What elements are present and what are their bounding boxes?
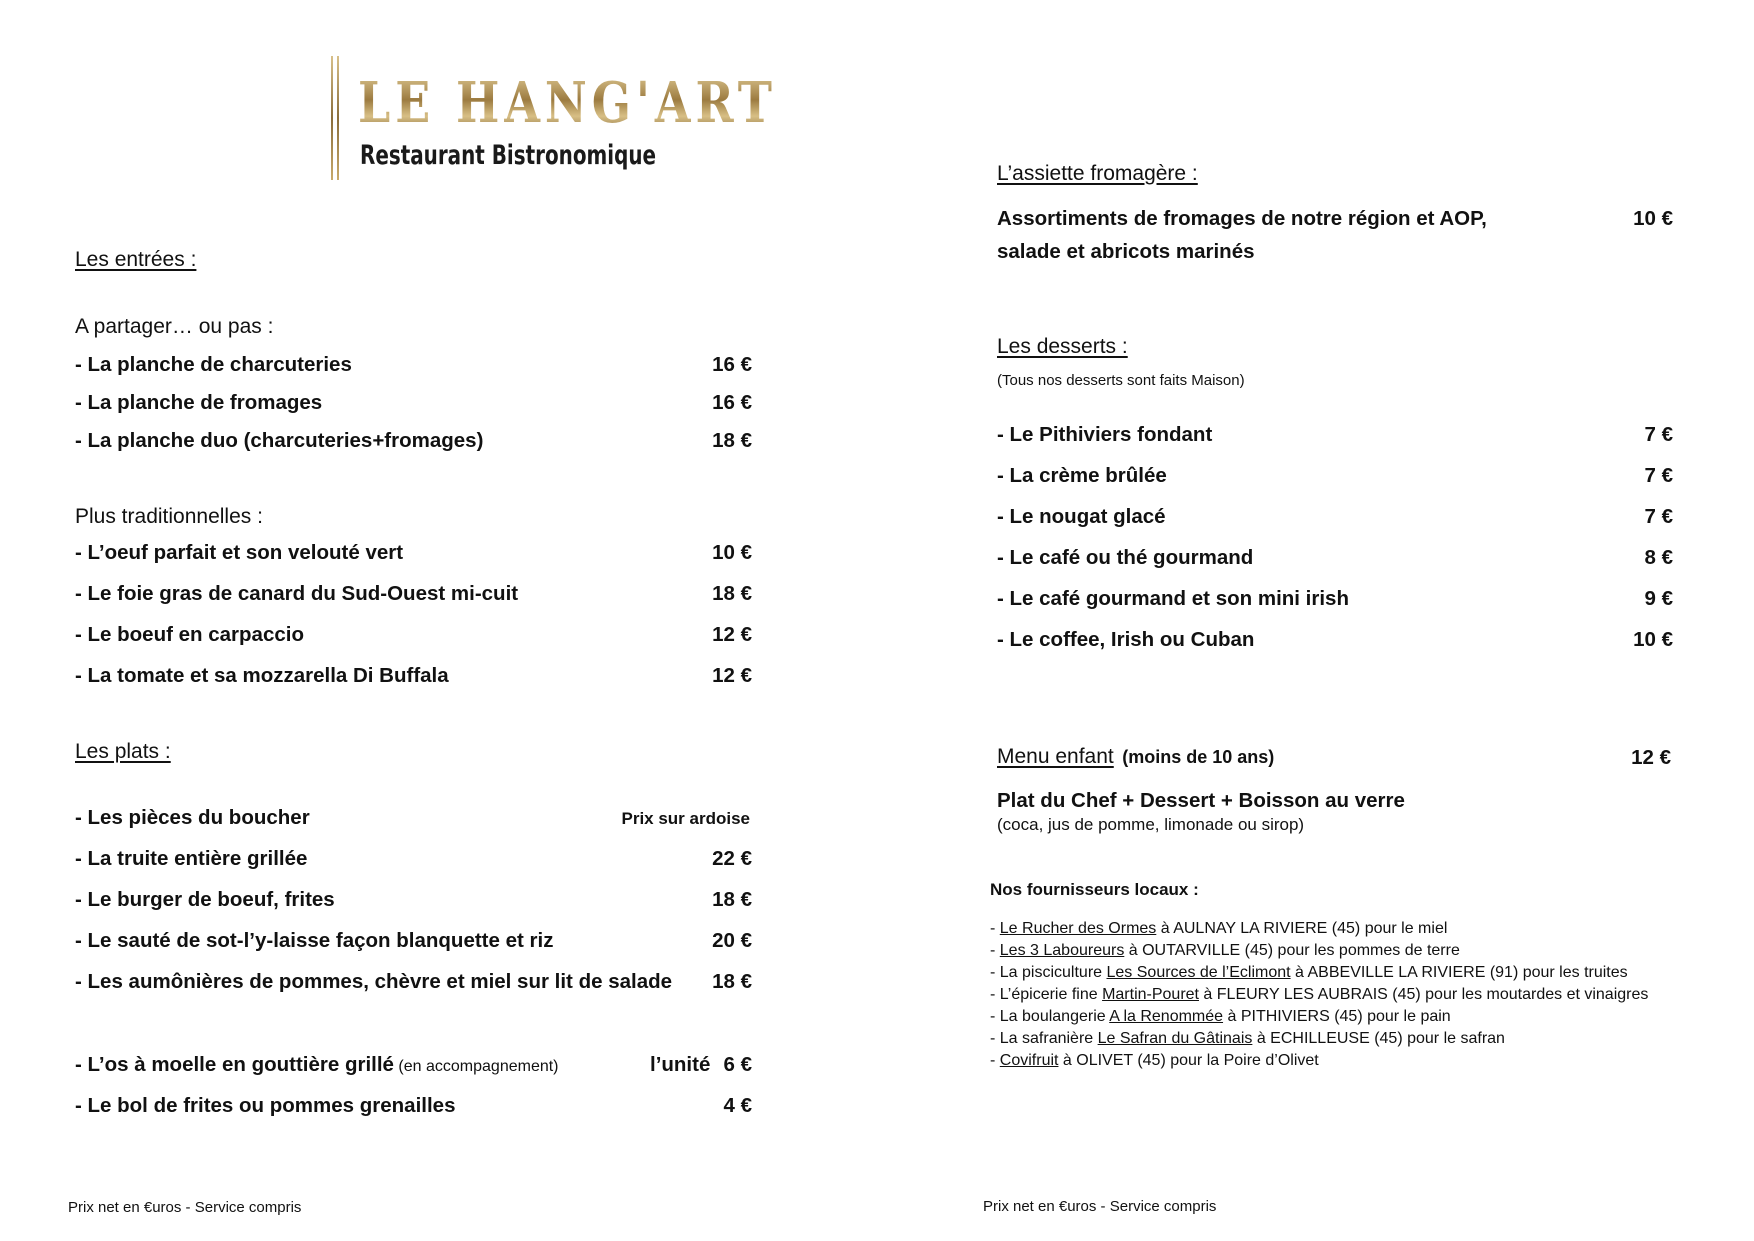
supplier-name: A la Renommée <box>1109 1008 1224 1025</box>
desserts-note: (Tous nos desserts sont faits Maison) <box>997 372 1245 389</box>
supplier-name: Martin-Pouret <box>1102 986 1199 1003</box>
supplier-prefix: - L’épicerie fine <box>990 986 1103 1003</box>
supplier-details: à ABBEVILLE LA RIVIERE (91) pour les truites <box>1290 964 1628 981</box>
menu-item-price: 22 € <box>712 847 752 870</box>
menu-item-note: (en accompagnement) <box>398 1058 559 1075</box>
logo-bar-right <box>337 56 339 180</box>
menu-item-name: - L’oeuf parfait et son velouté vert <box>75 541 404 564</box>
dessert-item-price: 8 € <box>1644 546 1673 569</box>
logo-title: LE HANG'ART <box>358 70 777 136</box>
supplier-name: Le Safran du Gâtinais <box>1097 1030 1253 1047</box>
supplier-item <box>990 942 1460 960</box>
supplier-name: Covifruit <box>999 1052 1059 1069</box>
supplier-prefix: - La boulangerie <box>990 1008 1110 1025</box>
fournisseurs-title: Nos fournisseurs locaux : <box>990 880 1199 899</box>
supplier-item <box>990 920 1447 938</box>
section-title-entrees: Les entrées : <box>75 248 197 271</box>
menu-enfant-details: (coca, jus de pomme, limonade ou sirop) <box>997 815 1305 834</box>
menu-item-name: - Le bol de frites ou pommes grenailles <box>75 1094 456 1117</box>
dessert-item-name: - Le nougat glacé <box>997 505 1166 528</box>
dessert-item-price: 7 € <box>1644 423 1673 446</box>
menu-item-name: - Les aumônières de pommes, chèvre et miel sur lit de salade <box>75 970 673 993</box>
menu-enfant-age: (moins de 10 ans) <box>1122 747 1275 767</box>
menu-item-name: - La planche de charcuteries <box>75 353 352 376</box>
footer-right: Prix net en €uros - Service compris <box>983 1198 1217 1215</box>
menu-item-price: 20 € <box>712 929 752 952</box>
supplier-details: à AULNAY LA RIVIERE (45) pour le miel <box>1156 920 1448 937</box>
fromages-description-line2: salade et abricots marinés <box>997 240 1255 263</box>
menu-item-price: 12 € <box>712 623 752 646</box>
dessert-item-price: 9 € <box>1644 587 1673 610</box>
fromages-price: 10 € <box>1633 207 1673 230</box>
menu-item-price: 18 € <box>712 888 752 911</box>
menu-item-price: 18 € <box>712 429 752 452</box>
fromages-description-line1: Assortiments de fromages de notre région et AOP, <box>997 207 1487 230</box>
supplier-details: à ECHILLEUSE (45) pour le safran <box>1252 1030 1505 1047</box>
menu-item-price: 10 € <box>712 541 752 564</box>
menu-item-os-a-moelle <box>75 1053 559 1077</box>
menu-enfant-heading <box>997 745 1274 769</box>
menu-item-price: 18 € <box>712 582 752 605</box>
menu-item-price: 4 € <box>723 1094 752 1117</box>
section-title-plats: Les plats : <box>75 740 171 763</box>
supplier-name: Les Sources de l’Eclimont <box>1106 964 1291 981</box>
menu-item-price: Prix sur ardoise <box>621 809 750 828</box>
footer-left: Prix net en €uros - Service compris <box>68 1199 302 1216</box>
menu-item-name: - La truite entière grillée <box>75 847 308 870</box>
menu-item-name: - La planche de fromages <box>75 391 323 414</box>
dessert-item-price: 7 € <box>1644 464 1673 487</box>
supplier-details: à OLIVET (45) pour la Poire d’Olivet <box>1058 1052 1319 1069</box>
dessert-item-name: - Le Pithiviers fondant <box>997 423 1213 446</box>
logo-bar-left <box>331 56 333 180</box>
supplier-name: Les 3 Laboureurs <box>999 942 1125 959</box>
menu-item-name: - Les pièces du boucher <box>75 806 310 829</box>
menu-item-price: 16 € <box>712 391 752 414</box>
menu-enfant-title: Menu enfant <box>997 745 1114 768</box>
menu-item-price: 12 € <box>712 664 752 687</box>
supplier-item <box>990 1008 1451 1026</box>
supplier-item <box>990 986 1648 1004</box>
supplier-item <box>990 1030 1505 1048</box>
menu-item-name: - La tomate et sa mozzarella Di Buffala <box>75 664 449 687</box>
supplier-prefix: - La safranière <box>990 1030 1098 1047</box>
supplier-item <box>990 964 1628 982</box>
menu-item-name: - Le foie gras de canard du Sud-Ouest mi-cuit <box>75 582 519 605</box>
menu-item-price: 6 € <box>723 1053 752 1076</box>
menu-item-unit: l’unité <box>650 1053 711 1076</box>
section-title-desserts: Les desserts : <box>997 335 1128 358</box>
subtitle-plus-traditionnelles: Plus traditionnelles : <box>75 505 263 528</box>
supplier-prefix: - La pisciculture <box>990 964 1107 981</box>
menu-enfant-price: 12 € <box>1631 746 1671 769</box>
subtitle-a-partager: A partager… ou pas : <box>75 315 274 338</box>
menu-enfant-content: Plat du Chef + Dessert + Boisson au verre <box>997 789 1405 812</box>
supplier-prefix: - <box>990 942 1000 959</box>
dessert-item-name: - Le café gourmand et son mini irish <box>997 587 1349 610</box>
supplier-name: Le Rucher des Ormes <box>999 920 1157 937</box>
dessert-item-name: - Le coffee, Irish ou Cuban <box>997 628 1255 651</box>
supplier-details: à OUTARVILLE (45) pour les pommes de terre <box>1124 942 1460 959</box>
menu-item-name: - Le burger de boeuf, frites <box>75 888 335 911</box>
supplier-details: à PITHIVIERS (45) pour le pain <box>1223 1008 1451 1025</box>
supplier-prefix: - <box>990 920 1000 937</box>
menu-item-name: - L’os à moelle en gouttière grillé <box>75 1053 394 1076</box>
menu-item-name: - Le sauté de sot-l’y-laisse façon blanquette et riz <box>75 929 554 952</box>
dessert-item-name: - La crème brûlée <box>997 464 1167 487</box>
menu-item-name: - Le boeuf en carpaccio <box>75 623 304 646</box>
dessert-item-price: 10 € <box>1633 628 1673 651</box>
menu-item-price: 18 € <box>712 970 752 993</box>
supplier-prefix: - <box>990 1052 1000 1069</box>
supplier-details: à FLEURY LES AUBRAIS (45) pour les moutardes et vinaigres <box>1198 986 1649 1003</box>
supplier-item <box>990 1052 1319 1070</box>
menu-item-price: 16 € <box>712 353 752 376</box>
menu-item-name: - La planche duo (charcuteries+fromages) <box>75 429 484 452</box>
dessert-item-price: 7 € <box>1644 505 1673 528</box>
dessert-item-name: - Le café ou thé gourmand <box>997 546 1254 569</box>
section-title-fromages: L’assiette fromagère : <box>997 162 1198 185</box>
logo-tagline: Restaurant Bistronomique <box>360 140 657 171</box>
